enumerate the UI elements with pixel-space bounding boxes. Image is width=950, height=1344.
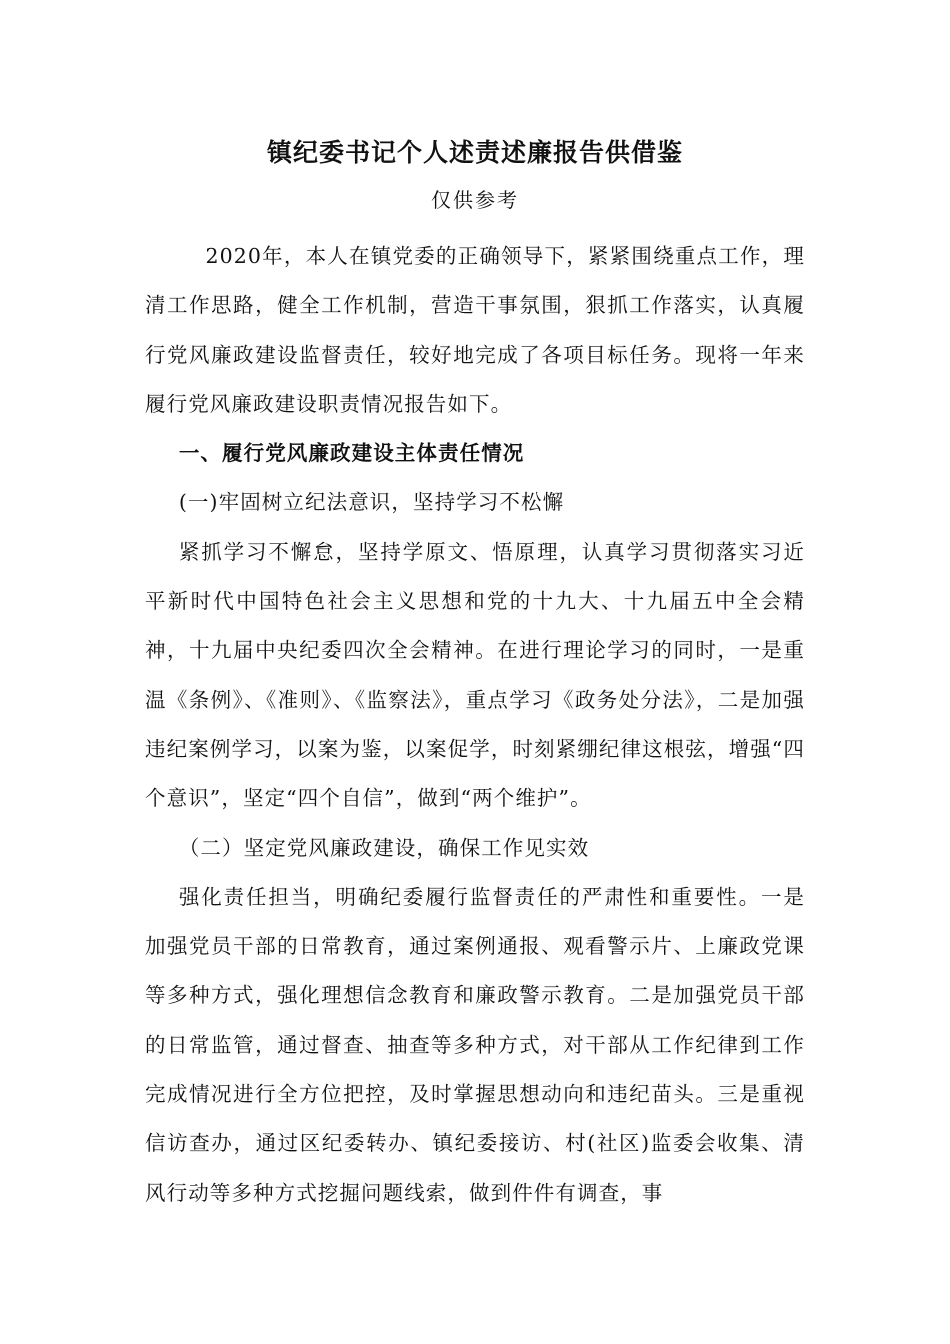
section-heading-1: 一、履行党风廉政建设主体责任情况 <box>178 441 525 466</box>
body-paragraph: 强化责任担当，明确纪委履行监督责任的严肃性和重要性。一是加强党员干部的日常教育，通过案例通报、观看警示片、上廉政党课等多种方式，强化理想信念教育和廉政警示教育。二是加强党员干部的日常监管，通过督查、抽查等多种方式，对干部从工作纪律到工作完成情况进行全方位把控，及时掌握思想动向和违纪苗头。三是重视信访查办，通过区纪委转办、镇纪委接访、村(社区)监委会收集、清风行动等多种方式挖掘问题线索，做到件件有调查，事 <box>145 884 805 1205</box>
subsection-heading-2: （二）坚定党风廉政建设，确保工作见实效 <box>178 835 590 860</box>
document-body <box>145 232 805 1218</box>
subsection-heading-1: (一)牢固树立纪法意识，坚持学习不松懈 <box>178 490 565 515</box>
document-title: 镇纪委书记个人述责述廉报告供借鉴 <box>266 138 683 167</box>
intro-paragraph: 2020年，本人在镇党委的正确领导下，紧紧围绕重点工作，理清工作思路，健全工作机制，营造干事氛围，狠抓工作落实，认真履行党风廉政建设监督责任，较好地完成了各项目标任务。现将一年来履行党风廉政建设职责情况报告如下。 <box>145 244 805 416</box>
body-paragraph: 紧抓学习不懈怠，坚持学原文、悟原理，认真学习贯彻落实习近平新时代中国特色社会主义思想和党的十九大、十九届五中全会精神，十九届中央纪委四次全会精神。在进行理论学习的同时，一是重温《条例》、《准则》、《监察法》，重点学习《政务处分法》，二是加强违纪案例学习，以案为鉴，以案促学，时刻紧绷纪律这根弦，增强“四个意识”，坚定“四个自信”，做到“两个维护”。 <box>145 539 805 811</box>
document-subtitle: 仅供参考 <box>431 188 519 212</box>
